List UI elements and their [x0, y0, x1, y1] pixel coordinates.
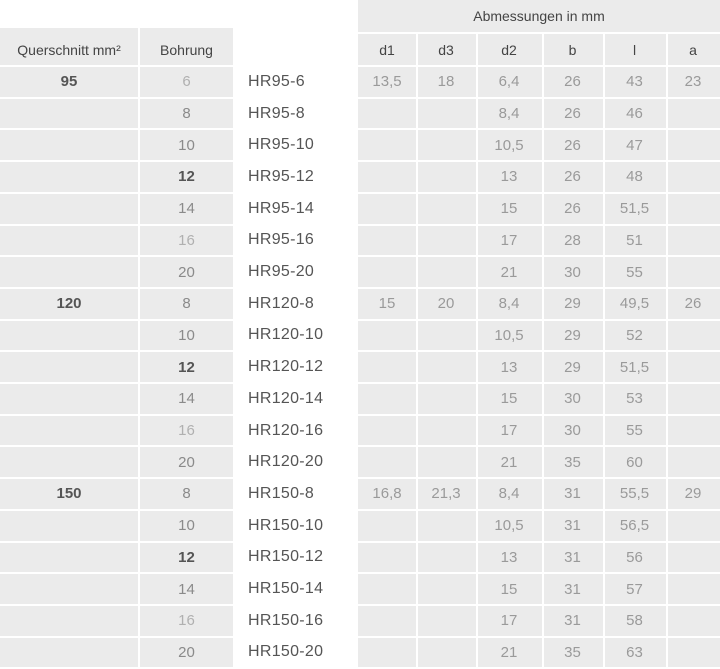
d3-cell — [416, 573, 476, 605]
bohrung-cell: 20 — [178, 453, 195, 471]
b-cell: 26 — [564, 105, 581, 123]
bohrung-cell: 16 — [178, 612, 195, 630]
l-cell: 52 — [626, 326, 643, 344]
column-header-d1: d1 — [379, 42, 395, 58]
row-divider — [0, 160, 233, 162]
l-cell: 55,5 — [619, 485, 650, 503]
row-divider — [0, 350, 233, 352]
row-divider — [0, 192, 233, 194]
model-cell: HR95-16 — [248, 231, 315, 249]
row-divider — [0, 509, 233, 511]
d1-cell — [358, 225, 416, 257]
d1-cell: 16,8 — [372, 485, 402, 503]
d3-cell — [416, 161, 476, 193]
table-row — [0, 66, 720, 98]
l-cell: 43 — [626, 73, 643, 91]
table-row — [0, 351, 720, 383]
l-cell: 58 — [626, 612, 643, 630]
l-cell: 46 — [626, 105, 643, 123]
table-row — [0, 478, 720, 510]
model-cell: HR95-8 — [248, 104, 305, 122]
table-row — [0, 383, 720, 415]
b-cell: 26 — [564, 168, 581, 186]
model-cell: HR120-14 — [248, 389, 324, 407]
row-divider — [0, 604, 233, 606]
querschnitt-cell: 95 — [60, 73, 78, 91]
querschnitt-cell — [0, 542, 138, 574]
d3-cell — [416, 510, 476, 542]
l-cell: 63 — [626, 643, 643, 661]
b-cell: 28 — [564, 231, 581, 249]
bohrung-cell: 8 — [182, 295, 191, 313]
b-cell: 26 — [564, 200, 581, 218]
row-divider — [0, 477, 233, 479]
bohrung-cell: 14 — [178, 200, 195, 218]
d3-cell — [416, 256, 476, 288]
querschnitt-cell — [0, 256, 138, 288]
table-row — [0, 542, 720, 574]
model-cell: HR150-14 — [248, 580, 324, 598]
table-row — [0, 320, 720, 352]
b-cell: 29 — [564, 295, 581, 313]
table-row — [0, 573, 720, 605]
d2-cell: 6,4 — [498, 73, 520, 91]
b-cell: 31 — [564, 580, 581, 598]
l-cell: 51,5 — [619, 358, 650, 376]
querschnitt-cell — [0, 637, 138, 669]
model-cell: HR95-20 — [248, 263, 315, 281]
b-cell: 26 — [564, 136, 581, 154]
querschnitt-cell — [0, 225, 138, 257]
b-cell: 31 — [564, 517, 581, 535]
querschnitt-cell — [0, 193, 138, 225]
bohrung-cell: 14 — [178, 580, 195, 598]
table-row — [0, 510, 720, 542]
l-cell: 47 — [626, 136, 643, 154]
bohrung-cell: 12 — [178, 358, 195, 376]
d2-cell: 21 — [500, 453, 518, 471]
table-row — [0, 288, 720, 320]
l-cell: 53 — [626, 390, 643, 408]
querschnitt-cell — [0, 605, 138, 637]
model-cell: HR150-8 — [248, 484, 315, 502]
bohrung-cell: 12 — [178, 548, 195, 566]
bohrung-cell: 12 — [178, 168, 195, 186]
d2-cell: 13 — [500, 358, 518, 376]
querschnitt-cell — [0, 446, 138, 478]
a-cell: 26 — [684, 295, 702, 313]
bohrung-cell: 6 — [182, 73, 191, 91]
bohrung-cell: 16 — [178, 231, 195, 249]
model-cell: HR120-16 — [248, 421, 324, 439]
a-cell — [666, 415, 720, 447]
b-cell: 29 — [564, 326, 581, 344]
bohrung-cell: 10 — [178, 136, 195, 154]
table-row — [0, 225, 720, 257]
model-cell: HR95-6 — [248, 72, 305, 90]
row-divider — [0, 97, 233, 99]
a-cell — [666, 129, 720, 161]
column-header-d3: d3 — [438, 42, 454, 58]
d2-cell: 10,5 — [494, 517, 524, 535]
d2-cell: 13 — [500, 548, 518, 566]
bohrung-cell: 8 — [182, 485, 191, 503]
querschnitt-cell — [0, 573, 138, 605]
a-cell — [666, 605, 720, 637]
column-header-model — [233, 34, 358, 66]
model-cell: HR120-12 — [248, 358, 324, 376]
querschnitt-cell — [0, 129, 138, 161]
d2-cell: 17 — [500, 612, 518, 630]
bohrung-cell: 16 — [178, 422, 195, 440]
a-cell — [666, 98, 720, 130]
model-cell: HR95-14 — [248, 199, 315, 217]
d3-cell — [416, 320, 476, 352]
row-divider — [0, 128, 233, 130]
a-cell — [666, 542, 720, 574]
querschnitt-cell: 150 — [56, 485, 82, 503]
b-cell: 31 — [564, 485, 581, 503]
l-cell: 57 — [626, 580, 643, 598]
querschnitt-cell — [0, 415, 138, 447]
model-cell: HR120-8 — [248, 294, 315, 312]
bohrung-cell: 20 — [178, 643, 195, 661]
l-cell: 48 — [626, 168, 643, 186]
a-cell — [666, 320, 720, 352]
a-cell — [666, 446, 720, 478]
model-cell: HR120-20 — [248, 453, 324, 471]
l-cell: 60 — [626, 453, 643, 471]
row-divider — [0, 541, 233, 543]
model-cell: HR120-10 — [248, 326, 324, 344]
b-cell: 30 — [564, 263, 581, 281]
row-divider — [0, 224, 233, 226]
d3-cell — [416, 605, 476, 637]
row-divider — [0, 445, 233, 447]
a-cell — [666, 573, 720, 605]
a-cell — [666, 637, 720, 669]
table-row — [0, 161, 720, 193]
d1-cell: 13,5 — [372, 73, 402, 91]
table-row — [0, 193, 720, 225]
d2-cell: 8,4 — [498, 295, 520, 313]
l-cell: 51 — [626, 231, 643, 249]
a-cell: 23 — [684, 73, 702, 91]
model-cell: HR150-20 — [248, 643, 324, 661]
b-cell: 31 — [564, 548, 581, 566]
d3-cell — [416, 98, 476, 130]
d1-cell — [358, 573, 416, 605]
d1-cell — [358, 129, 416, 161]
d3-cell — [416, 193, 476, 225]
row-divider — [0, 255, 233, 257]
d1-cell — [358, 605, 416, 637]
b-cell: 35 — [564, 453, 581, 471]
d2-cell: 21 — [500, 263, 518, 281]
column-header-b: b — [568, 42, 577, 58]
querschnitt-cell: 120 — [56, 295, 82, 313]
dimensions-group-header: Abmessungen in mm — [473, 8, 605, 24]
d2-cell: 13 — [500, 168, 518, 186]
d2-cell: 10,5 — [494, 326, 524, 344]
d3-cell: 20 — [437, 295, 455, 313]
d3-cell — [416, 225, 476, 257]
a-cell — [666, 225, 720, 257]
column-divider — [138, 28, 140, 668]
d3-cell — [416, 129, 476, 161]
d3-cell — [416, 446, 476, 478]
a-cell — [666, 193, 720, 225]
table-row — [0, 605, 720, 637]
column-divider — [603, 33, 605, 668]
table-row — [0, 415, 720, 447]
a-cell: 29 — [684, 485, 702, 503]
d1-cell — [358, 415, 416, 447]
a-cell — [666, 510, 720, 542]
column-divider — [476, 33, 478, 668]
d3-cell — [416, 351, 476, 383]
l-cell: 55 — [626, 422, 643, 440]
querschnitt-cell — [0, 351, 138, 383]
d2-cell: 21 — [500, 643, 518, 661]
d3-cell — [416, 415, 476, 447]
d2-cell: 8,4 — [498, 485, 520, 503]
column-header-bohrung: Bohrung — [160, 42, 213, 58]
d2-cell: 10,5 — [494, 136, 524, 154]
a-cell — [666, 351, 720, 383]
d3-cell — [416, 542, 476, 574]
bohrung-cell: 10 — [178, 517, 195, 535]
column-divider — [666, 33, 668, 668]
d3-cell: 21,3 — [431, 485, 461, 503]
l-cell: 56 — [626, 548, 643, 566]
column-divider — [416, 33, 418, 668]
column-header-a: a — [689, 42, 697, 58]
bohrung-cell: 14 — [178, 390, 195, 408]
row-divider — [0, 414, 233, 416]
row-divider — [0, 65, 233, 67]
row-divider — [0, 287, 233, 289]
querschnitt-cell — [0, 383, 138, 415]
a-cell — [666, 383, 720, 415]
column-header-querschnitt: Querschnitt mm² — [17, 42, 121, 58]
b-cell: 26 — [564, 73, 581, 91]
d2-cell: 8,4 — [498, 105, 520, 123]
l-cell: 55 — [626, 263, 643, 281]
d1-cell — [358, 256, 416, 288]
table-row — [0, 256, 720, 288]
b-cell: 31 — [564, 612, 581, 630]
d2-cell: 15 — [500, 390, 518, 408]
l-cell: 56,5 — [619, 517, 650, 535]
l-cell: 49,5 — [619, 295, 650, 313]
d3-cell — [416, 637, 476, 669]
b-cell: 35 — [564, 643, 581, 661]
querschnitt-cell — [0, 161, 138, 193]
d2-cell: 15 — [500, 580, 518, 598]
d1-cell — [358, 193, 416, 225]
b-cell: 29 — [564, 358, 581, 376]
d2-cell: 15 — [500, 200, 518, 218]
bohrung-cell: 10 — [178, 326, 195, 344]
model-cell: HR150-10 — [248, 516, 324, 534]
table-row — [0, 129, 720, 161]
d1-cell — [358, 351, 416, 383]
d1-cell — [358, 161, 416, 193]
d1-cell — [358, 542, 416, 574]
b-cell: 30 — [564, 422, 581, 440]
bohrung-cell: 20 — [178, 263, 195, 281]
model-cell: HR150-12 — [248, 548, 324, 566]
d3-cell: 18 — [437, 73, 455, 91]
a-cell — [666, 161, 720, 193]
table-row — [0, 637, 720, 669]
table-row — [0, 446, 720, 478]
a-cell — [666, 256, 720, 288]
d3-cell — [416, 383, 476, 415]
model-cell: HR150-16 — [248, 611, 324, 629]
l-cell: 51,5 — [619, 200, 650, 218]
d2-cell: 17 — [500, 231, 518, 249]
row-divider — [0, 636, 233, 638]
b-cell: 30 — [564, 390, 581, 408]
table-row — [0, 98, 720, 130]
column-header-d2: d2 — [501, 42, 517, 58]
model-cell: HR95-12 — [248, 167, 315, 185]
row-divider — [0, 572, 233, 574]
d1-cell — [358, 383, 416, 415]
d1-cell — [358, 320, 416, 352]
d1-cell — [358, 637, 416, 669]
row-divider — [0, 319, 233, 321]
column-divider — [542, 33, 544, 668]
d1-cell: 15 — [378, 295, 396, 313]
querschnitt-cell — [0, 320, 138, 352]
d1-cell — [358, 446, 416, 478]
column-header-l: l — [632, 42, 637, 58]
d2-cell: 17 — [500, 422, 518, 440]
querschnitt-cell — [0, 510, 138, 542]
row-divider — [0, 382, 233, 384]
querschnitt-cell — [0, 98, 138, 130]
model-cell: HR95-10 — [248, 136, 315, 154]
d1-cell — [358, 510, 416, 542]
d1-cell — [358, 98, 416, 130]
bohrung-cell: 8 — [182, 105, 191, 123]
